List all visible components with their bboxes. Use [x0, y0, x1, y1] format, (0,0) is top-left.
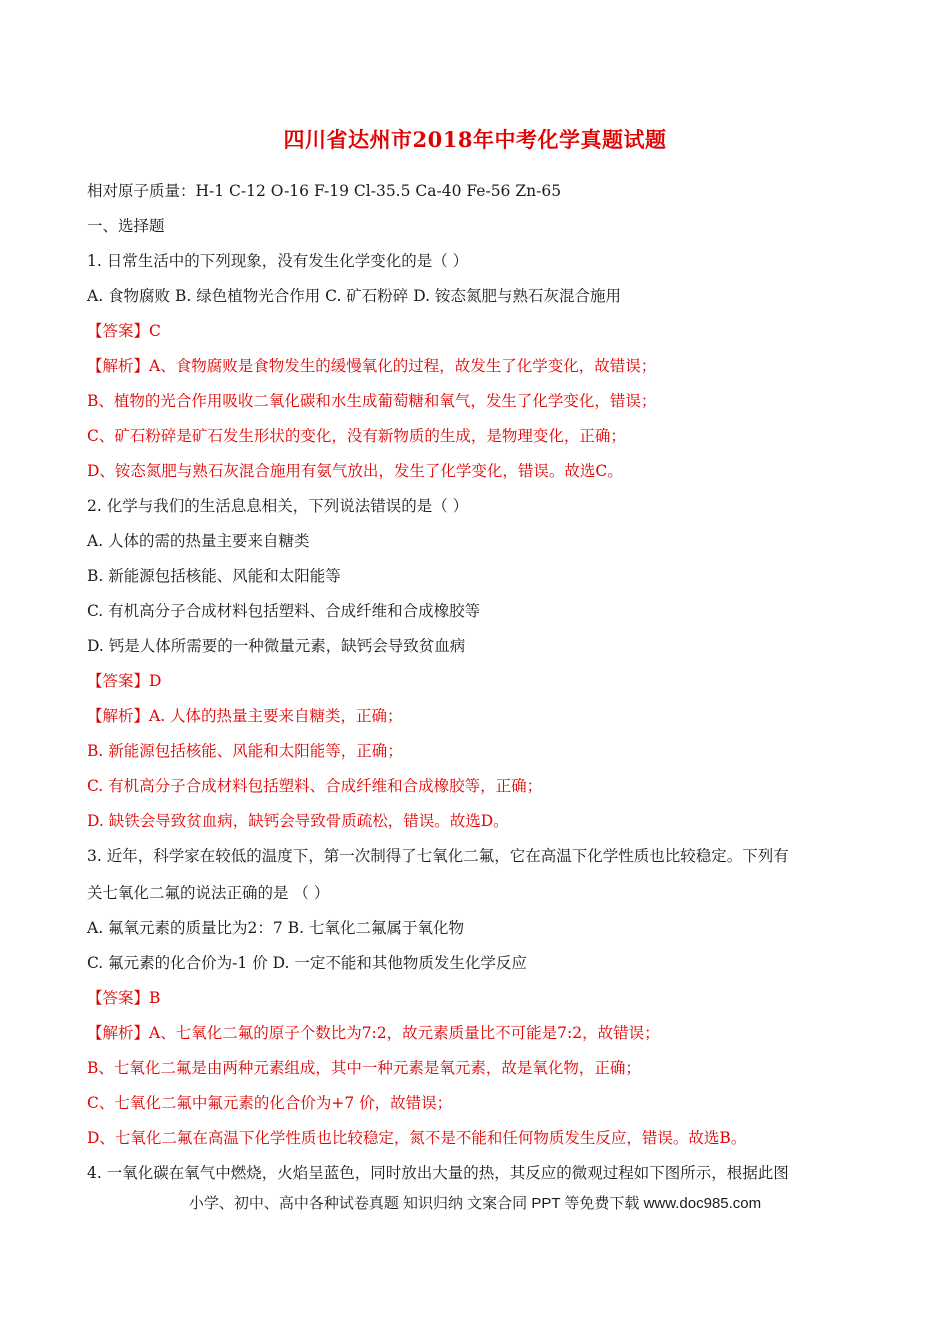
q3-stem: 3. 近年，科学家在较低的温度下，第一次制得了七氧化二氟，它在高温下化学性质也比较稳定。下列有	[87, 847, 789, 865]
q1-answer: 【答案】C	[87, 322, 161, 340]
q2-option: A. 人体的需的热量主要来自糖类	[87, 532, 310, 550]
q3-stem: 关七氧化二氟的说法正确的是 （ ）	[87, 884, 330, 902]
q3-analysis-line: 【解析】A、七氧化二氟的原子个数比为7:2，故元素质量比不可能是7:2，故错误；	[87, 1024, 660, 1042]
q2-analysis-line: C. 有机高分子合成材料包括塑料、合成纤维和合成橡胶等，正确；	[87, 777, 543, 795]
q1-options: A. 食物腐败 B. 绿色植物光合作用 C. 矿石粉碎 D. 铵态氮肥与熟石灰混合施用	[87, 287, 621, 305]
q1-analysis-line: C、矿石粉碎是矿石发生形状的变化，没有新物质的生成，是物理变化，正确；	[87, 427, 626, 445]
q2-stem: 2. 化学与我们的生活息息相关，下列说法错误的是（ ）	[87, 497, 469, 515]
q2-answer: 【答案】D	[87, 672, 162, 690]
q1-analysis-line: B、植物的光合作用吸收二氧化碳和水生成葡萄糖和氧气，发生了化学变化，错误；	[87, 392, 657, 410]
q2-option: B. 新能源包括核能、风能和太阳能等	[87, 567, 341, 585]
section-heading: 一、选择题	[87, 217, 165, 235]
q2-option: D. 钙是人体所需要的一种微量元素，缺钙会导致贫血病	[87, 637, 466, 655]
q3-analysis-line: C、七氧化二氟中氟元素的化合价为+7 价，故错误；	[87, 1094, 453, 1112]
q3-analysis-line: B、七氧化二氟是由两种元素组成，其中一种元素是氧元素，故是氧化物，正确；	[87, 1059, 641, 1077]
q3-options: C. 氟元素的化合价为-1 价 D. 一定不能和其他物质发生化学反应	[87, 954, 527, 972]
q3-answer: 【答案】B	[87, 989, 161, 1007]
q3-analysis-line: D、七氧化二氟在高温下化学性质也比较稳定，氮不是不能和任何物质发生反应，错误。故选B。	[87, 1129, 747, 1147]
q1-stem: 1. 日常生活中的下列现象，没有发生化学变化的是（ ）	[87, 252, 469, 270]
q2-analysis-line: D. 缺铁会导致贫血病，缺钙会导致骨质疏松，错误。故选D。	[87, 812, 509, 830]
q4-stem: 4. 一氧化碳在氧气中燃烧，火焰呈蓝色，同时放出大量的热，其反应的微观过程如下图所示，根据此图	[87, 1164, 789, 1182]
q2-analysis-line: B. 新能源包括核能、风能和太阳能等，正确；	[87, 742, 403, 760]
q1-analysis-line: D、铵态氮肥与熟石灰混合施用有氨气放出，发生了化学变化，错误。故选C。	[87, 462, 623, 480]
q2-option: C. 有机高分子合成材料包括塑料、合成纤维和合成橡胶等	[87, 602, 481, 620]
q1-analysis-line: 【解析】A、食物腐败是食物发生的缓慢氧化的过程，故发生了化学变化，故错误；	[87, 357, 657, 375]
page-title: 四川省达州市2018年中考化学真题试题	[283, 127, 667, 152]
q3-options: A. 氟氧元素的质量比为2：7 B. 七氧化二氟属于氧化物	[87, 919, 464, 937]
q2-analysis-line: 【解析】A. 人体的热量主要来自糖类，正确；	[87, 707, 403, 725]
page-footer: 小学、初中、高中各种试卷真题 知识归纳 文案合同 PPT 等免费下载 www.doc985.com	[188, 1195, 762, 1212]
atomic-masses: 相对原子质量：H-1 C-12 O-16 F-19 Cl-35.5 Ca-40 Fe-56 Zn-65	[87, 182, 562, 200]
